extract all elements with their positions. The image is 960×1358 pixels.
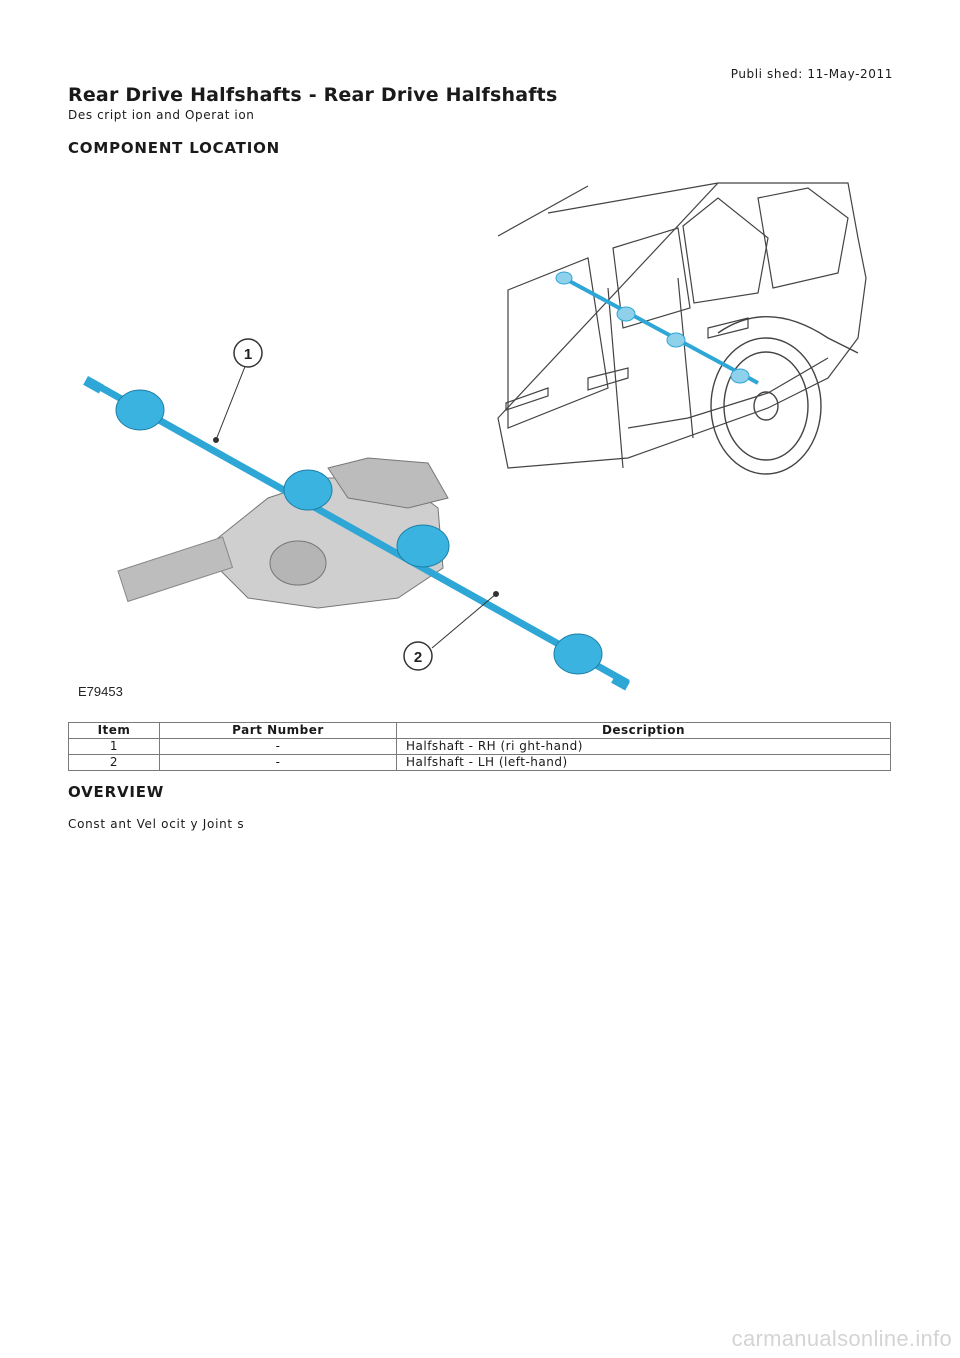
cell-part-number: - [160,755,397,771]
differential-housing [118,458,448,608]
col-header-part-number: Part Number [160,723,397,739]
halfshaft-illustration [68,178,892,708]
cell-description: Halfshaft - RH (ri ght-hand) [397,739,891,755]
table-row [69,739,891,755]
callout-1 [214,339,263,443]
published-date: Publi shed: 11-May-2011 [730,67,893,81]
main-halfshaft [83,376,630,691]
callout-1-label: 1 [243,346,253,363]
section-heading-component-location: COMPONENT LOCATION [68,139,280,157]
section-heading-overview: OVERVIEW [68,783,165,801]
table-header-row [69,723,891,739]
cell-description: Halfshaft - LH (left-hand) [397,755,891,771]
overview-text: Const ant Vel ocit y Joint s [68,817,245,831]
page-subtitle: Des cript ion and Operat ion [68,108,255,122]
watermark: carmanualsonline.info [731,1326,952,1351]
figure-code: E79453 [78,684,123,699]
wheel-illustration [711,317,858,474]
table-row [69,755,891,771]
col-header-description: Description [397,723,891,739]
cell-item: 1 [69,739,160,755]
page-title: Rear Drive Halfshafts - Rear Drive Halfshafts [68,84,558,106]
col-header-item: Item [69,723,160,739]
cell-item: 2 [69,755,160,771]
cell-part-number: - [160,739,397,755]
parts-table [68,722,891,771]
vehicle-outline [498,183,866,468]
component-location-figure [68,178,892,708]
callout-2-label: 2 [413,649,423,666]
